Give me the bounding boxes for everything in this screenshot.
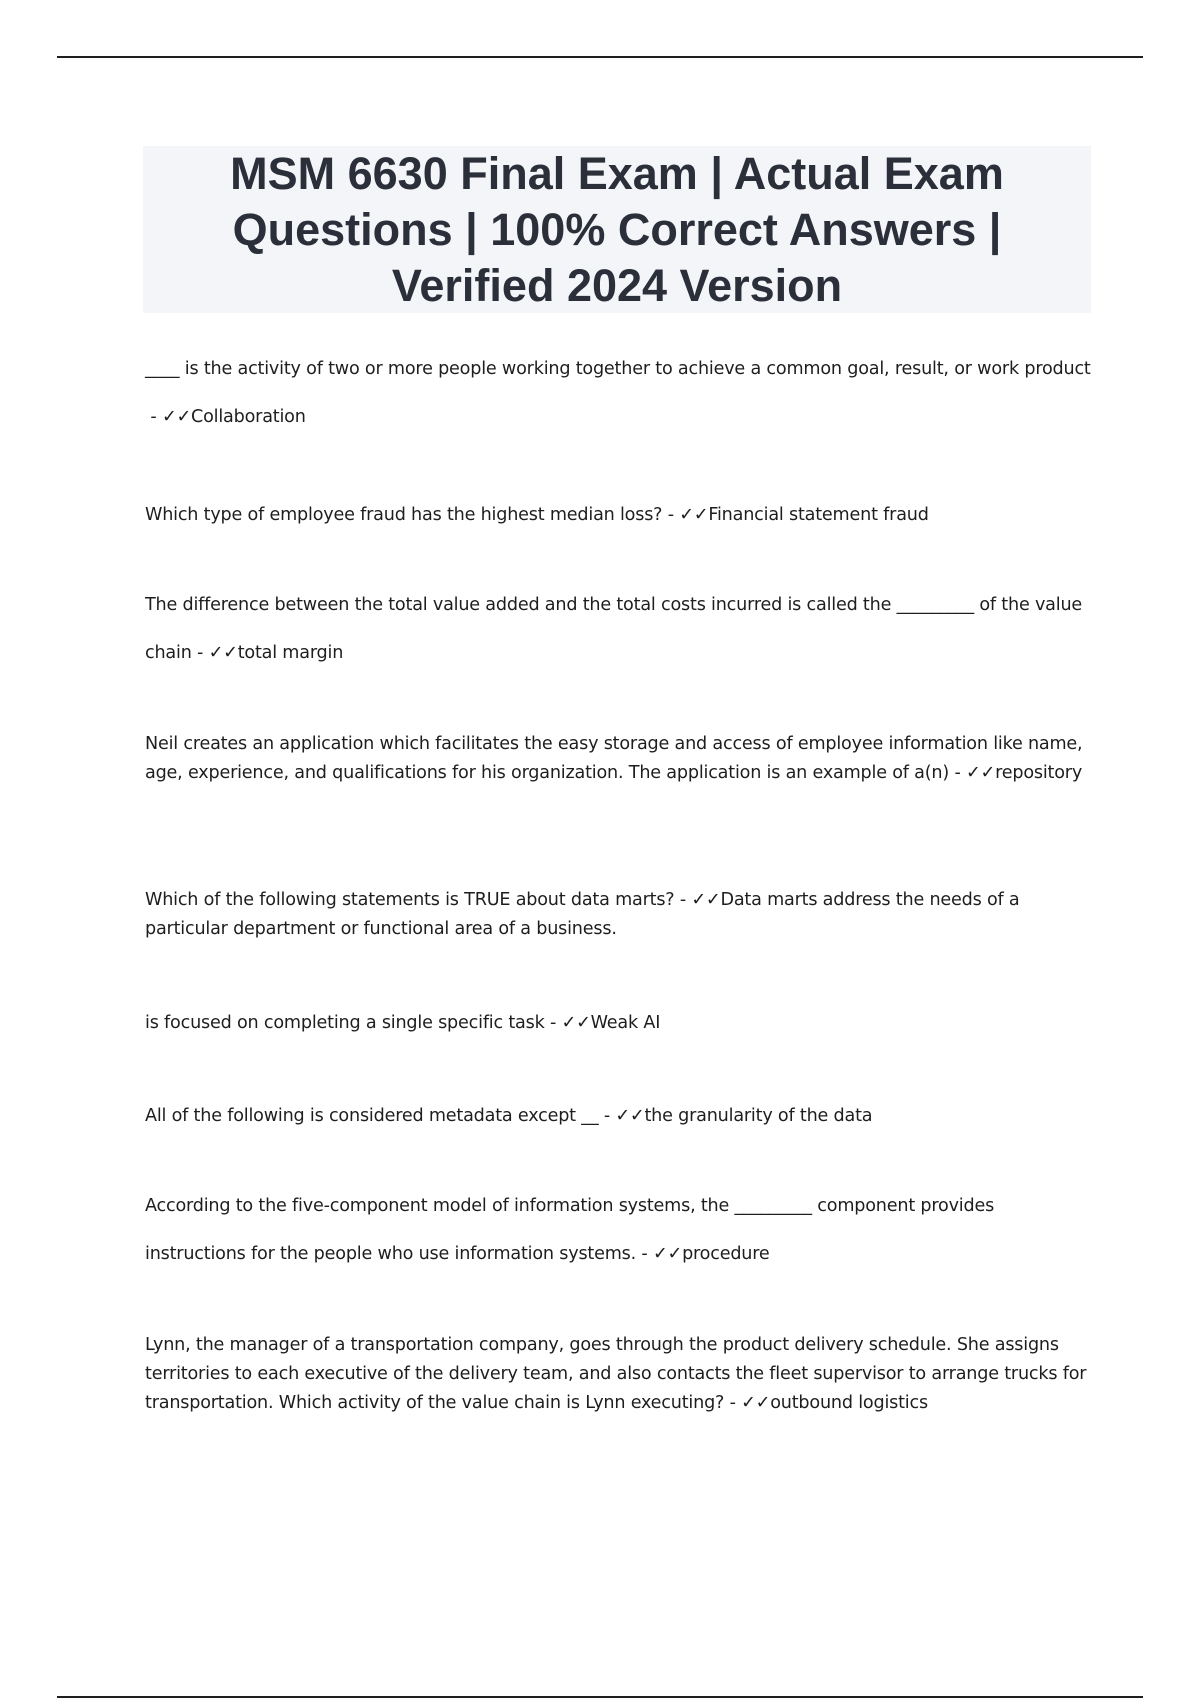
answer-text: Data marts address the needs of a particular department or functional area of a business. — [145, 890, 1020, 939]
qa-item-8: According to the five-component model of information systems, the _________ component provides instructions for the people who use information systems. - ✓✓procedure — [145, 1196, 995, 1264]
question-text: The difference between the total value added and the total costs incurred is called the _________ of the value chain — [145, 595, 1083, 663]
answer-text: repository — [995, 763, 1083, 783]
check-icon: ✓✓ — [561, 1013, 591, 1033]
qa-item-4: Neil creates an application which facilitates the easy storage and access of employee information like name, age, experience, and qualifications for his organization. The application is an example of a(n) - ✓✓repository — [145, 734, 1083, 783]
question-text: Lynn, the manager of a transportation company, goes through the product delivery schedule. She assigns territories to each executive of the delivery team, and also contacts the fleet supervisor to arrange trucks for transportation. Which activity of the value chain is Lynn executing? — [145, 1335, 1087, 1413]
check-icon: ✓✓ — [691, 890, 721, 910]
answer-text: Financial statement fraud — [708, 505, 929, 525]
question-text: Which type of employee fraud has the highest median loss? — [145, 505, 663, 525]
check-icon: ✓✓ — [741, 1393, 771, 1413]
answer-text: outbound logistics — [770, 1393, 928, 1413]
qa-item-6: is focused on completing a single specific task - ✓✓Weak AI — [145, 1013, 661, 1033]
qa-item-5: Which of the following statements is TRUE about data marts? - ✓✓Data marts address the needs of a particular department or functional area of a business. — [145, 890, 1020, 939]
question-text: According to the five-component model of information systems, the _________ component provides instructions for the people who use information systems. — [145, 1196, 995, 1264]
answer-text: Collaboration — [191, 407, 306, 427]
answer-text: total margin — [237, 643, 344, 663]
check-icon: ✓✓ — [208, 643, 238, 663]
check-icon: ✓✓ — [615, 1106, 645, 1126]
qa-item-7: All of the following is considered metadata except __ - ✓✓the granularity of the data — [145, 1106, 873, 1126]
check-icon: ✓✓ — [679, 505, 709, 525]
top-rule — [57, 56, 1143, 58]
answer-text: the granularity of the data — [644, 1106, 873, 1126]
question-text: All of the following is considered metadata except __ — [145, 1106, 599, 1126]
question-text: is focused on completing a single specific task — [145, 1013, 545, 1033]
check-icon: ✓✓ — [652, 1244, 683, 1264]
answer-text: procedure — [682, 1244, 770, 1264]
question-text: Which of the following statements is TRUE about data marts? — [145, 890, 675, 910]
question-text: Neil creates an application which facilitates the easy storage and access of employee information like name, age, experience, and qualifications for his organization. The application is an example of a(n) — [145, 734, 1083, 783]
page-title: MSM 6630 Final Exam | Actual Exam Questions | 100% Correct Answers | Verified 2024 Version — [230, 147, 1004, 311]
qa-item-2: Which type of employee fraud has the highest median loss? - ✓✓Financial statement fraud — [145, 505, 929, 525]
qa-item-1: ____ is the activity of two or more people working together to achieve a common goal, result, or work product - ✓✓Collaboration — [145, 359, 1091, 427]
title-banner — [143, 146, 1091, 313]
qa-item-3: The difference between the total value added and the total costs incurred is called the _________ of the value chain - ✓✓total margin — [145, 595, 1083, 663]
answer-text: Weak AI — [590, 1013, 661, 1033]
question-text: ____ is the activity of two or more people working together to achieve a common goal, result, or work product — [145, 359, 1091, 379]
check-icon: ✓✓ — [965, 763, 996, 783]
bottom-rule — [57, 1696, 1143, 1698]
check-icon: ✓✓ — [161, 407, 192, 427]
qa-item-9: Lynn, the manager of a transportation company, goes through the product delivery schedule. She assigns territories to each executive of the delivery team, and also contacts the fleet supervisor to arrange trucks for transportation. Which activity of the value chain is Lynn executing? - ✓✓outbound logistics — [145, 1335, 1087, 1413]
